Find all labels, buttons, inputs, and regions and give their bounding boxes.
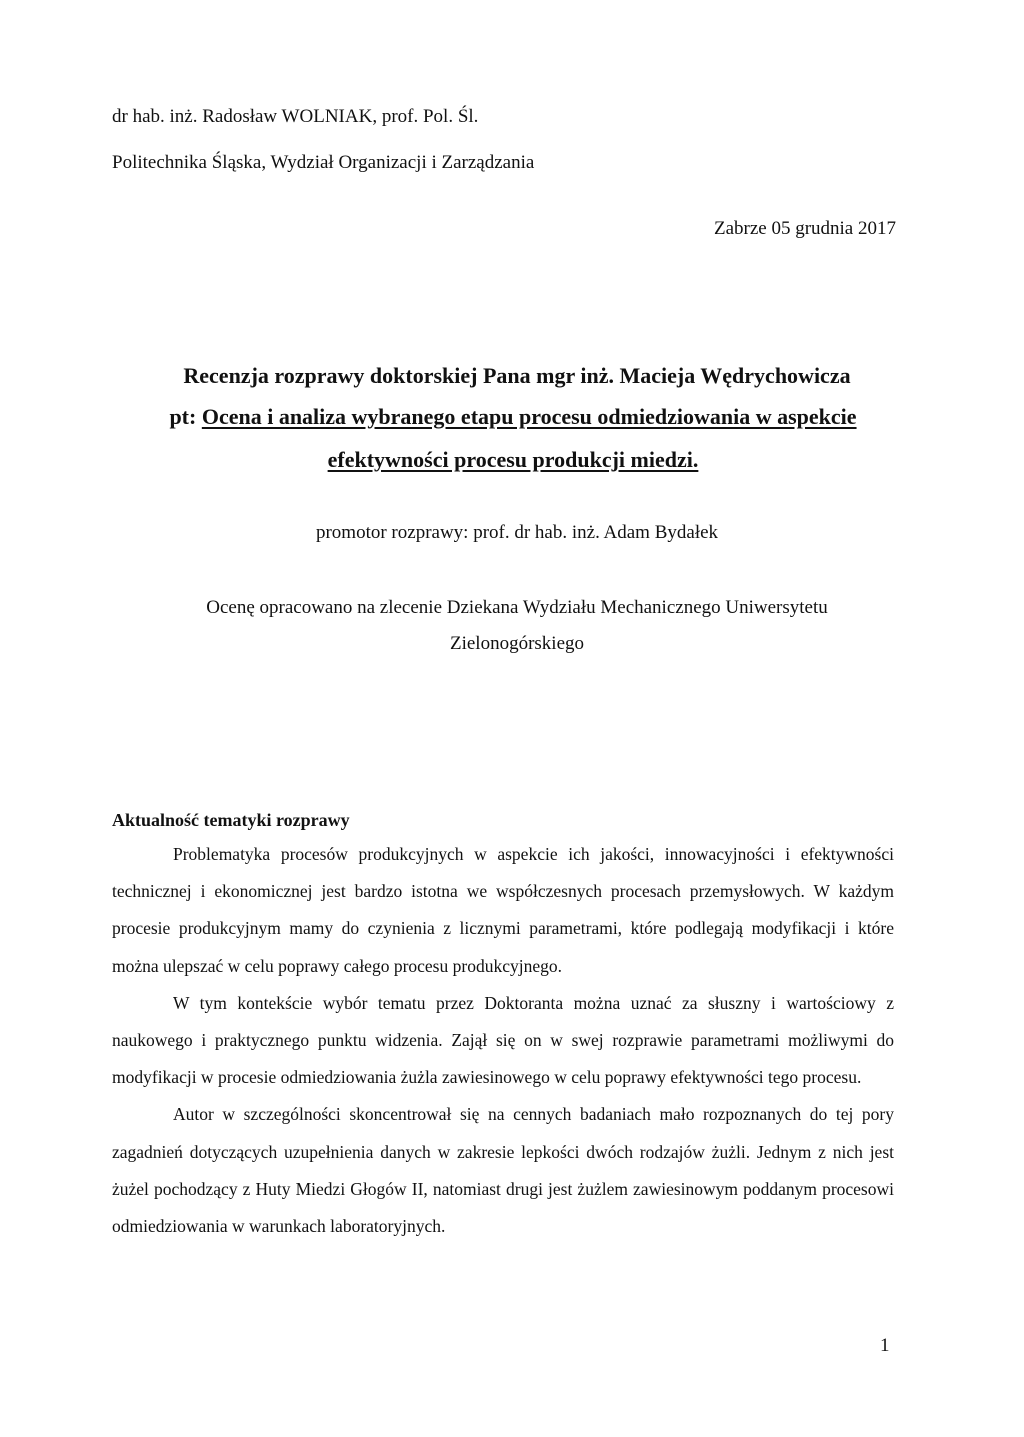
commission-line2: Zielonogórskiego [449, 633, 585, 654]
paragraph-1: Problematyka procesów produkcyjnych w aspekcie ich jakości, innowacyjności i efektywności technicznej i ekonomicznej jest bardzo istotna we współczesnych procesach przemysłowych. W każdym procesie produkcyjnym mamy do czynienia z licznymi parametrami, które podlegają modyfikacji i które można ulepszać w celu poprawy całego procesu produkcyjnego. [112, 844, 894, 976]
section-body [112, 836, 894, 1245]
affiliation-line: Politechnika Śląska, Wydział Organizacji i Zarządzania [112, 152, 535, 173]
thesis-topic-line1 [110, 404, 916, 430]
author-line: dr hab. inż. Radosław WOLNIAK, prof. Pol. Śl. [112, 106, 479, 127]
thesis-topic-line2 [110, 447, 916, 473]
section-heading: Aktualność tematyki rozprawy [112, 810, 350, 830]
paragraph-2: W tym kontekście wybór tematu przez Doktoranta można uznać za słuszny i wartościowy z naukowego i praktycznego punktu widzenia. Zajął się on w swej rozprawie parametrami możliwymi do modyfikacji w procesie odmiedziowania żużla zawiesinowego w celu poprawy efektywności tego procesu. [112, 992, 894, 1088]
review-title: Recenzja rozprawy doktorskiej Pana mgr inż. Macieja Wędrychowicza [183, 363, 851, 388]
date-line: Zabrze 05 grudnia 2017 [713, 218, 896, 239]
promoter-line: promotor rozprawy: prof. dr hab. inż. Adam Bydałek [315, 522, 719, 543]
commission-line1: Ocenę opracowano na zlecenie Dziekana Wydziału Mechanicznego Uniwersytetu [206, 597, 828, 618]
page-number: 1 [880, 1335, 890, 1356]
thesis-topic-prefix: pt: [169, 404, 202, 429]
thesis-topic-text-2: efektywności procesu produkcji miedzi. [327, 447, 699, 472]
paragraph-3: Autor w szczególności skoncentrował się na cennych badaniach mało rozpoznanych do tej pory zagadnień dotyczących uzupełnienia danych w zakresie lepkości dwóch rodzajów żużli. Jednym z nich jest żużel pochodzący z Huty Miedzi Głogów II, natomiast drugi jest żużlem zawiesinowym poddanym procesowi odmiedziowania w warunkach laboratoryjnych. [112, 1104, 894, 1237]
thesis-topic-text-1: Ocena i analiza wybranego etapu procesu odmiedziowania w aspekcie [201, 404, 857, 429]
